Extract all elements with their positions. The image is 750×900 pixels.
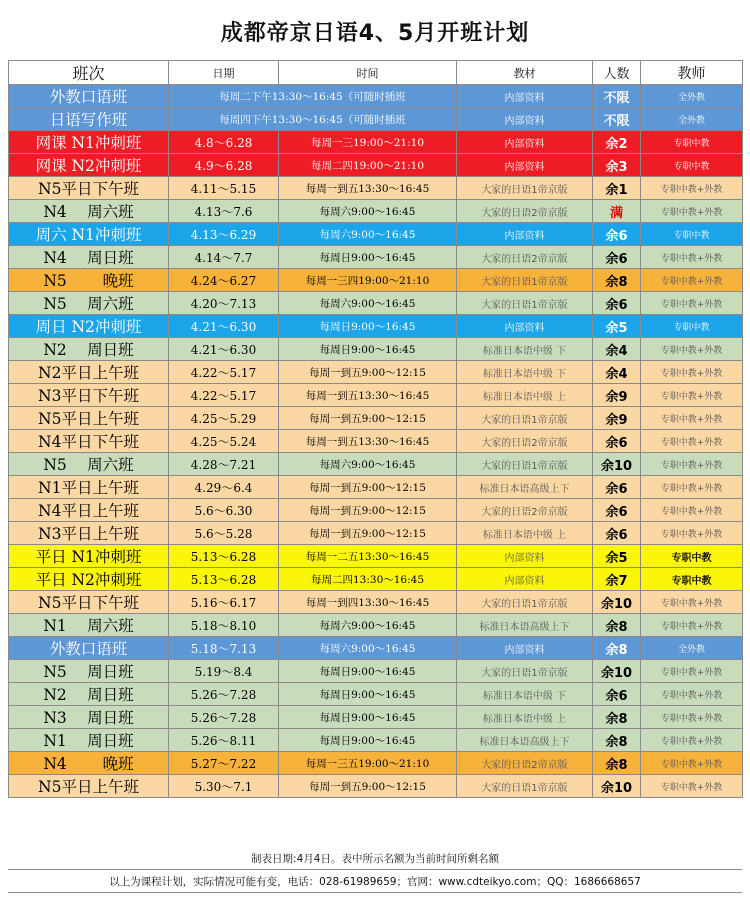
textbook-cell: 标准日本语中级 上 bbox=[457, 522, 593, 545]
teacher-cell: 专职中教 bbox=[641, 131, 743, 154]
seats-cell: 不限 bbox=[593, 85, 641, 108]
table-row bbox=[9, 706, 743, 729]
teacher-cell: 专职中教+外教 bbox=[641, 660, 743, 683]
time-cell: 每周六9:00～16:45 bbox=[279, 292, 457, 315]
footer-contact: 以上为课程计划，实际情况可能有变，电话：028-61989659；官网：www.cdteikyo.com；QQ：1686668657 bbox=[8, 869, 742, 893]
textbook-cell: 内部资料 bbox=[457, 131, 593, 154]
time-cell: 每周日9:00～16:45 bbox=[279, 683, 457, 706]
table-row bbox=[9, 637, 743, 660]
class-name-cell: 网课 N1冲刺班 bbox=[9, 131, 169, 154]
class-name-cell: N1 周日班 bbox=[9, 729, 169, 752]
time-cell: 每周一到五13:30～16:45 bbox=[279, 430, 457, 453]
table-row bbox=[9, 499, 743, 522]
class-name-cell: N3平日下午班 bbox=[9, 384, 169, 407]
textbook-cell: 大家的日语2帝京版 bbox=[457, 499, 593, 522]
class-name-cell: N4平日下午班 bbox=[9, 430, 169, 453]
class-name-cell: N5 周日班 bbox=[9, 660, 169, 683]
header-date: 日期 bbox=[169, 61, 279, 85]
table-row bbox=[9, 591, 743, 614]
class-name-cell: N5 周六班 bbox=[9, 292, 169, 315]
header-seats: 人数 bbox=[593, 61, 641, 85]
seats-cell: 余8 bbox=[593, 729, 641, 752]
time-cell: 每周一到五9:00～12:15 bbox=[279, 361, 457, 384]
textbook-cell: 大家的日语2帝京版 bbox=[457, 752, 593, 775]
seats-cell: 满 bbox=[593, 200, 641, 223]
teacher-cell: 专职中教 bbox=[641, 223, 743, 246]
textbook-cell: 内部资料 bbox=[457, 545, 593, 568]
time-cell: 每周六9:00～16:45 bbox=[279, 223, 457, 246]
seats-cell: 余6 bbox=[593, 683, 641, 706]
date-cell: 5.18～8.10 bbox=[169, 614, 279, 637]
class-name-cell: 周日 N2冲刺班 bbox=[9, 315, 169, 338]
date-cell: 5.27～7.22 bbox=[169, 752, 279, 775]
textbook-cell: 内部资料 bbox=[457, 637, 593, 660]
textbook-cell: 标准日本语中级 下 bbox=[457, 338, 593, 361]
time-cell: 每周一三19:00～21:10 bbox=[279, 131, 457, 154]
textbook-cell: 标准日本语中级 上 bbox=[457, 384, 593, 407]
teacher-cell: 专职中教+外教 bbox=[641, 407, 743, 430]
class-name-cell: N1平日上午班 bbox=[9, 476, 169, 499]
teacher-cell: 专职中教+外教 bbox=[641, 614, 743, 637]
time-cell: 每周一到五9:00～12:15 bbox=[279, 522, 457, 545]
time-cell: 每周日9:00～16:45 bbox=[279, 338, 457, 361]
seats-cell: 余4 bbox=[593, 338, 641, 361]
seats-cell: 余10 bbox=[593, 775, 641, 798]
textbook-cell: 大家的日语1帝京版 bbox=[457, 407, 593, 430]
class-name-cell: N2 周日班 bbox=[9, 338, 169, 361]
textbook-cell: 标准日本语中级 下 bbox=[457, 683, 593, 706]
class-name-cell: 网课 N2冲刺班 bbox=[9, 154, 169, 177]
date-cell: 4.14～7.7 bbox=[169, 246, 279, 269]
class-name-cell: N2 周日班 bbox=[9, 683, 169, 706]
textbook-cell: 内部资料 bbox=[457, 568, 593, 591]
table-row bbox=[9, 430, 743, 453]
date-cell: 4.22～5.17 bbox=[169, 384, 279, 407]
seats-cell: 余6 bbox=[593, 430, 641, 453]
date-cell: 4.11～5.15 bbox=[169, 177, 279, 200]
textbook-cell: 内部资料 bbox=[457, 154, 593, 177]
table-row bbox=[9, 338, 743, 361]
table-row bbox=[9, 522, 743, 545]
date-cell: 4.21～6.30 bbox=[169, 338, 279, 361]
date-cell: 5.26～8.11 bbox=[169, 729, 279, 752]
seats-cell: 余1 bbox=[593, 177, 641, 200]
teacher-cell: 专职中教+外教 bbox=[641, 591, 743, 614]
time-cell: 每周二下午13:30～16:45（可随时插班 bbox=[169, 85, 457, 108]
teacher-cell: 专职中教+外教 bbox=[641, 453, 743, 476]
class-name-cell: N4 周日班 bbox=[9, 246, 169, 269]
seats-cell: 余9 bbox=[593, 407, 641, 430]
seats-cell: 余8 bbox=[593, 614, 641, 637]
date-cell: 4.25～5.24 bbox=[169, 430, 279, 453]
textbook-cell: 标准日本语中级 上 bbox=[457, 706, 593, 729]
seats-cell: 余5 bbox=[593, 315, 641, 338]
table-row bbox=[9, 775, 743, 798]
table-row bbox=[9, 568, 743, 591]
date-cell: 5.13～6.28 bbox=[169, 545, 279, 568]
textbook-cell: 大家的日语1帝京版 bbox=[457, 660, 593, 683]
textbook-cell: 大家的日语1帝京版 bbox=[457, 292, 593, 315]
class-name-cell: 周六 N1冲刺班 bbox=[9, 223, 169, 246]
table-row bbox=[9, 177, 743, 200]
time-cell: 每周二四13:30～16:45 bbox=[279, 568, 457, 591]
date-cell: 4.24～6.27 bbox=[169, 269, 279, 292]
class-name-cell: N5平日上午班 bbox=[9, 407, 169, 430]
teacher-cell: 专职中教+外教 bbox=[641, 775, 743, 798]
date-cell: 5.18～7.13 bbox=[169, 637, 279, 660]
time-cell: 每周一三五19:00～21:10 bbox=[279, 752, 457, 775]
teacher-cell: 专职中教+外教 bbox=[641, 200, 743, 223]
date-cell: 5.26～7.28 bbox=[169, 683, 279, 706]
time-cell: 每周六9:00～16:45 bbox=[279, 637, 457, 660]
class-name-cell: N1 周六班 bbox=[9, 614, 169, 637]
textbook-cell: 标准日本语中级 下 bbox=[457, 361, 593, 384]
date-cell: 5.26～7.28 bbox=[169, 706, 279, 729]
time-cell: 每周日9:00～16:45 bbox=[279, 706, 457, 729]
textbook-cell: 大家的日语2帝京版 bbox=[457, 200, 593, 223]
seats-cell: 余10 bbox=[593, 660, 641, 683]
textbook-cell: 大家的日语2帝京版 bbox=[457, 430, 593, 453]
textbook-cell: 大家的日语1帝京版 bbox=[457, 591, 593, 614]
class-name-cell: N5平日上午班 bbox=[9, 775, 169, 798]
class-name-cell: N5平日下午班 bbox=[9, 177, 169, 200]
date-cell: 4.28～7.21 bbox=[169, 453, 279, 476]
teacher-cell: 全外教 bbox=[641, 637, 743, 660]
table-row bbox=[9, 660, 743, 683]
time-cell: 每周日9:00～16:45 bbox=[279, 660, 457, 683]
seats-cell: 余8 bbox=[593, 637, 641, 660]
date-cell: 4.25～5.29 bbox=[169, 407, 279, 430]
time-cell: 每周一到五9:00～12:15 bbox=[279, 499, 457, 522]
seats-cell: 余3 bbox=[593, 154, 641, 177]
teacher-cell: 专职中教+外教 bbox=[641, 522, 743, 545]
teacher-cell: 专职中教 bbox=[641, 315, 743, 338]
seats-cell: 余6 bbox=[593, 522, 641, 545]
schedule-body bbox=[9, 85, 743, 798]
time-cell: 每周二四19:00～21:10 bbox=[279, 154, 457, 177]
seats-cell: 余7 bbox=[593, 568, 641, 591]
date-cell: 4.13～6.29 bbox=[169, 223, 279, 246]
header-teacher: 教师 bbox=[641, 61, 743, 85]
seats-cell: 余8 bbox=[593, 752, 641, 775]
table-row bbox=[9, 384, 743, 407]
seats-cell: 不限 bbox=[593, 108, 641, 131]
time-cell: 每周六9:00～16:45 bbox=[279, 200, 457, 223]
textbook-cell: 内部资料 bbox=[457, 223, 593, 246]
seats-cell: 余9 bbox=[593, 384, 641, 407]
table-row bbox=[9, 108, 743, 131]
table-row bbox=[9, 292, 743, 315]
class-name-cell: N3 周日班 bbox=[9, 706, 169, 729]
time-cell: 每周日9:00～16:45 bbox=[279, 315, 457, 338]
teacher-cell: 专职中教+外教 bbox=[641, 338, 743, 361]
class-name-cell: 日语写作班 bbox=[9, 108, 169, 131]
textbook-cell: 大家的日语1帝京版 bbox=[457, 775, 593, 798]
seats-cell: 余10 bbox=[593, 591, 641, 614]
table-row bbox=[9, 614, 743, 637]
class-name-cell: N4平日上午班 bbox=[9, 499, 169, 522]
time-cell: 每周一到五9:00～12:15 bbox=[279, 775, 457, 798]
seats-cell: 余8 bbox=[593, 269, 641, 292]
seats-cell: 余6 bbox=[593, 246, 641, 269]
table-row bbox=[9, 453, 743, 476]
date-cell: 5.30～7.1 bbox=[169, 775, 279, 798]
table-row bbox=[9, 545, 743, 568]
date-cell: 5.16～6.17 bbox=[169, 591, 279, 614]
time-cell: 每周六9:00～16:45 bbox=[279, 453, 457, 476]
textbook-cell: 标准日本语高级上下 bbox=[457, 614, 593, 637]
table-row bbox=[9, 85, 743, 108]
time-cell: 每周六9:00～16:45 bbox=[279, 614, 457, 637]
seats-cell: 余6 bbox=[593, 476, 641, 499]
teacher-cell: 专职中教+外教 bbox=[641, 246, 743, 269]
table-row bbox=[9, 683, 743, 706]
teacher-cell: 专职中教+外教 bbox=[641, 476, 743, 499]
time-cell: 每周一二五13:30～16:45 bbox=[279, 545, 457, 568]
teacher-cell: 专职中教 bbox=[641, 568, 743, 591]
table-row bbox=[9, 269, 743, 292]
time-cell: 每周日9:00～16:45 bbox=[279, 729, 457, 752]
seats-cell: 余6 bbox=[593, 223, 641, 246]
date-cell: 4.29～6.4 bbox=[169, 476, 279, 499]
class-name-cell: N4 晚班 bbox=[9, 752, 169, 775]
teacher-cell: 专职中教+外教 bbox=[641, 683, 743, 706]
textbook-cell: 大家的日语1帝京版 bbox=[457, 269, 593, 292]
textbook-cell: 内部资料 bbox=[457, 108, 593, 131]
class-name-cell: N5 周六班 bbox=[9, 453, 169, 476]
textbook-cell: 大家的日语1帝京版 bbox=[457, 177, 593, 200]
seats-cell: 余6 bbox=[593, 499, 641, 522]
date-cell: 4.22～5.17 bbox=[169, 361, 279, 384]
textbook-cell: 标准日本语高级上下 bbox=[457, 729, 593, 752]
class-name-cell: 平日 N1冲刺班 bbox=[9, 545, 169, 568]
textbook-cell: 大家的日语1帝京版 bbox=[457, 453, 593, 476]
footer-note: 制表日期:4月4日。表中所示名额为当前时间所剩名额 bbox=[251, 852, 499, 865]
teacher-cell: 专职中教+外教 bbox=[641, 752, 743, 775]
time-cell: 每周一到五9:00～12:15 bbox=[279, 476, 457, 499]
time-cell: 每周一到五13:30～16:45 bbox=[279, 177, 457, 200]
textbook-cell: 内部资料 bbox=[457, 315, 593, 338]
class-name-cell: 平日 N2冲刺班 bbox=[9, 568, 169, 591]
table-row bbox=[9, 476, 743, 499]
time-cell: 每周一到五9:00～12:15 bbox=[279, 407, 457, 430]
table-row bbox=[9, 154, 743, 177]
date-cell: 5.6～6.30 bbox=[169, 499, 279, 522]
teacher-cell: 专职中教+外教 bbox=[641, 269, 743, 292]
teacher-cell: 全外教 bbox=[641, 85, 743, 108]
teacher-cell: 专职中教+外教 bbox=[641, 361, 743, 384]
header-class-name: 班次 bbox=[9, 61, 169, 85]
seats-cell: 余10 bbox=[593, 453, 641, 476]
teacher-cell: 专职中教+外教 bbox=[641, 499, 743, 522]
table-row bbox=[9, 246, 743, 269]
teacher-cell: 专职中教+外教 bbox=[641, 430, 743, 453]
table-row bbox=[9, 223, 743, 246]
time-cell: 每周一三四19:00～21:10 bbox=[279, 269, 457, 292]
date-cell: 5.13～6.28 bbox=[169, 568, 279, 591]
textbook-cell: 标准日本语高级上下 bbox=[457, 476, 593, 499]
class-name-cell: N3平日上午班 bbox=[9, 522, 169, 545]
time-cell: 每周一到四13:30～16:45 bbox=[279, 591, 457, 614]
seats-cell: 余6 bbox=[593, 292, 641, 315]
class-name-cell: N5平日下午班 bbox=[9, 591, 169, 614]
textbook-cell: 内部资料 bbox=[457, 85, 593, 108]
teacher-cell: 专职中教+外教 bbox=[641, 384, 743, 407]
class-name-cell: N5 晚班 bbox=[9, 269, 169, 292]
textbook-cell: 大家的日语2帝京版 bbox=[457, 246, 593, 269]
date-cell: 5.6～5.28 bbox=[169, 522, 279, 545]
table-row bbox=[9, 200, 743, 223]
table-row bbox=[9, 361, 743, 384]
class-name-cell: N2平日上午班 bbox=[9, 361, 169, 384]
date-cell: 4.21～6.30 bbox=[169, 315, 279, 338]
time-cell: 每周一到五13:30～16:45 bbox=[279, 384, 457, 407]
teacher-cell: 专职中教 bbox=[641, 154, 743, 177]
table-row bbox=[9, 752, 743, 775]
date-cell: 4.20～7.13 bbox=[169, 292, 279, 315]
teacher-cell: 专职中教+外教 bbox=[641, 292, 743, 315]
table-header-row bbox=[9, 61, 743, 85]
class-name-cell: 外教口语班 bbox=[9, 85, 169, 108]
table-row bbox=[9, 729, 743, 752]
date-cell: 5.19～8.4 bbox=[169, 660, 279, 683]
seats-cell: 余4 bbox=[593, 361, 641, 384]
table-row bbox=[9, 407, 743, 430]
time-cell: 每周四下午13:30～16:45（可随时插班 bbox=[169, 108, 457, 131]
teacher-cell: 全外教 bbox=[641, 108, 743, 131]
page-title: 成都帝京日语4、5月开班计划 bbox=[220, 20, 530, 46]
teacher-cell: 专职中教+外教 bbox=[641, 729, 743, 752]
header-textbook: 教材 bbox=[457, 61, 593, 85]
seats-cell: 余2 bbox=[593, 131, 641, 154]
seats-cell: 余8 bbox=[593, 706, 641, 729]
seats-cell: 余5 bbox=[593, 545, 641, 568]
table-row bbox=[9, 131, 743, 154]
date-cell: 4.13～7.6 bbox=[169, 200, 279, 223]
class-name-cell: 外教口语班 bbox=[9, 637, 169, 660]
teacher-cell: 专职中教 bbox=[641, 545, 743, 568]
header-time: 时间 bbox=[279, 61, 457, 85]
date-cell: 4.8～6.28 bbox=[169, 131, 279, 154]
teacher-cell: 专职中教+外教 bbox=[641, 177, 743, 200]
schedule-table bbox=[8, 60, 743, 798]
table-row bbox=[9, 315, 743, 338]
time-cell: 每周日9:00～16:45 bbox=[279, 246, 457, 269]
date-cell: 4.9～6.28 bbox=[169, 154, 279, 177]
teacher-cell: 专职中教+外教 bbox=[641, 706, 743, 729]
class-name-cell: N4 周六班 bbox=[9, 200, 169, 223]
